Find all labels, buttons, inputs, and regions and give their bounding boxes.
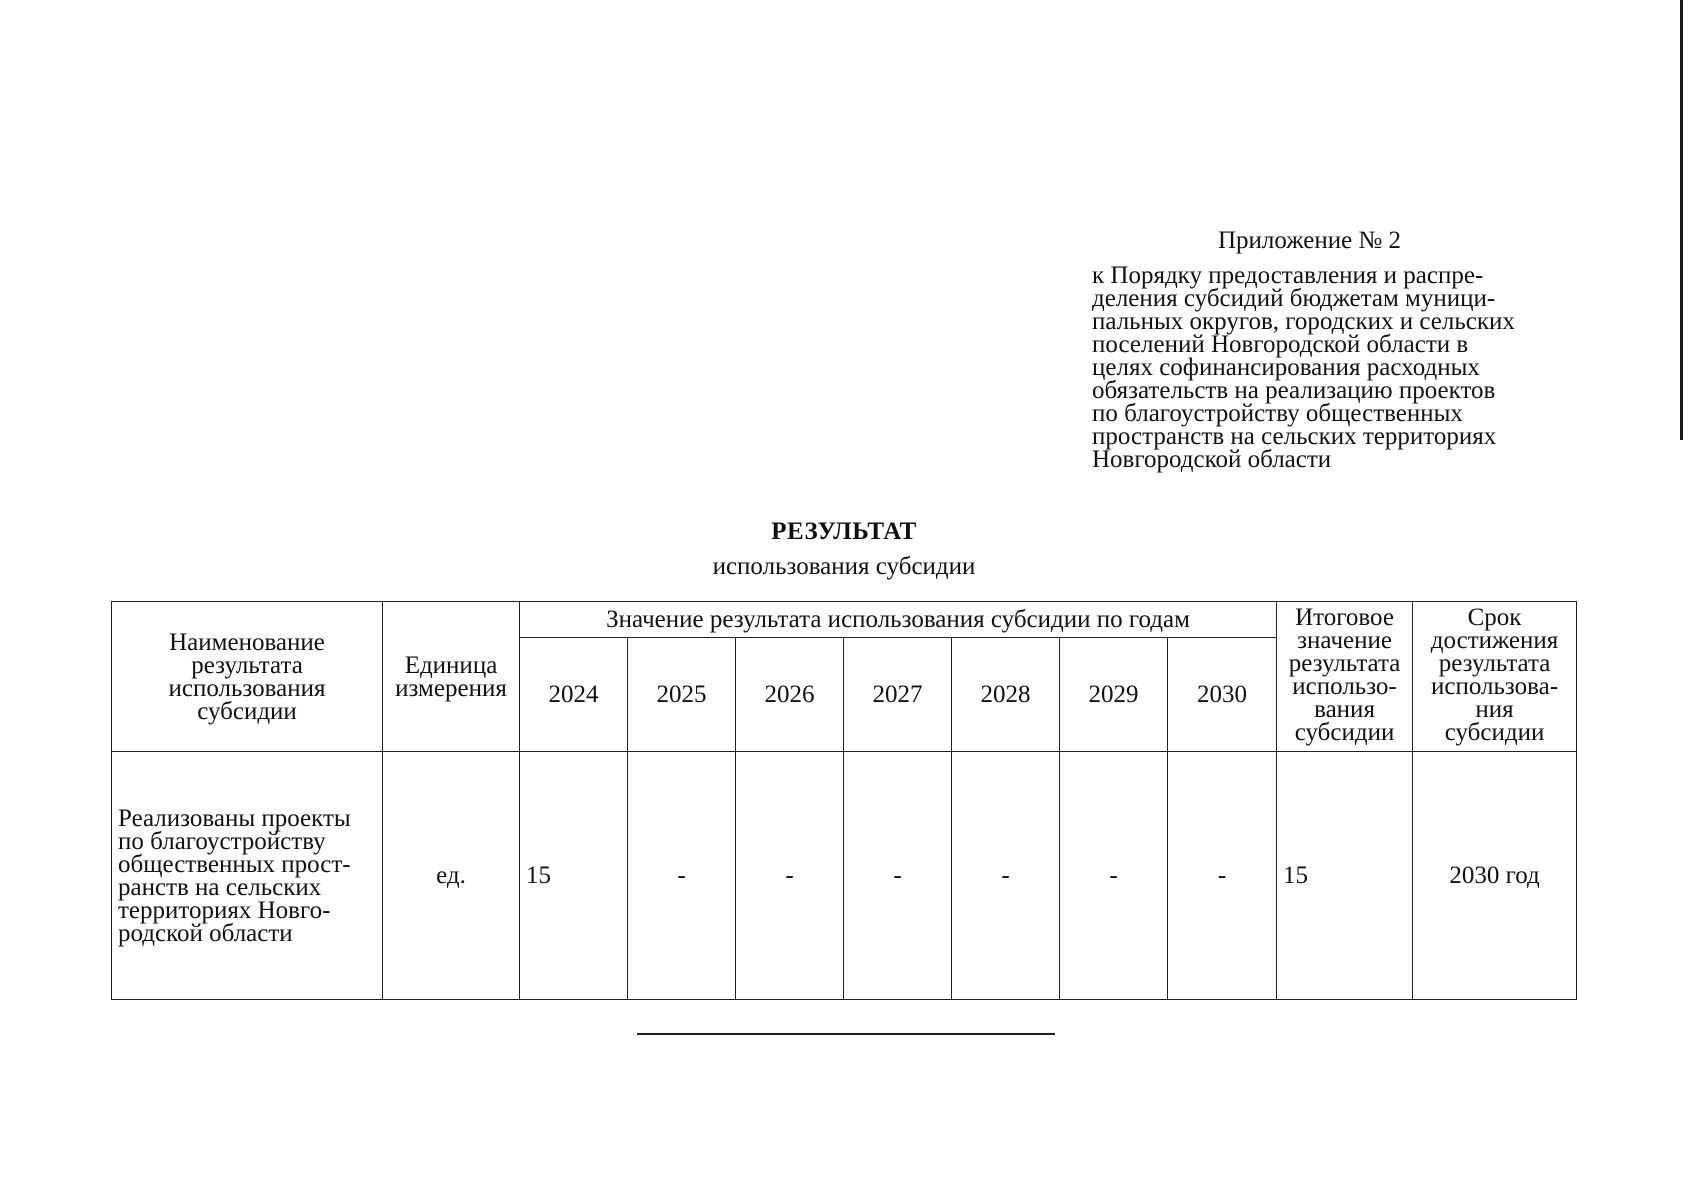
header-text: Единица [404, 651, 498, 679]
header-year-2030: 2030 [1168, 638, 1277, 752]
result-table [111, 601, 1577, 1000]
cell-deadline: 2030 год [1413, 752, 1577, 1000]
header-text: ния [1475, 696, 1514, 723]
header-year-2029: 2029 [1060, 638, 1168, 752]
cell-text: Реализованы проекты [118, 804, 351, 832]
header-text: использования [168, 674, 326, 702]
cell-text: родской области [118, 919, 293, 947]
cell-value-2024: 15 [520, 752, 628, 1000]
cell-total-value: 15 [1277, 752, 1413, 1000]
cell-value-2025: - [628, 752, 736, 1000]
cell-value-2027: - [844, 752, 952, 1000]
cell-value-2029: - [1060, 752, 1168, 1000]
header-text: использова- [1431, 673, 1559, 700]
header-text: Срок [1467, 604, 1522, 631]
header-total-value [1277, 602, 1413, 752]
header-year-2027: 2027 [844, 638, 952, 752]
table-row [112, 752, 1577, 1000]
table-header-row [112, 602, 1577, 638]
appendix-line: по благоустройству общественных [1092, 400, 1463, 427]
header-text: измерения [395, 674, 507, 702]
header-text: субсидии [197, 697, 297, 725]
cell-text: общественных прост- [118, 850, 351, 878]
cell-result-name [112, 752, 383, 1000]
appendix-line: деления субсидий бюджетам муници- [1092, 285, 1496, 312]
header-text: Итоговое [1295, 604, 1394, 631]
appendix-line: обязательств на реализацию проектов [1092, 377, 1496, 404]
header-text: субсидии [1294, 719, 1395, 746]
cell-text: ранств на сельских [118, 873, 322, 901]
appendix-line: целях софинансирования расходных [1092, 354, 1480, 381]
header-text: субсидии [1444, 719, 1545, 746]
document-subtitle: использования субсидии [712, 553, 976, 580]
header-text: Наименование [169, 628, 325, 656]
header-text: использо- [1292, 673, 1397, 700]
header-text: результата [1438, 650, 1551, 677]
footer-separator-line [637, 1033, 1055, 1035]
header-unit [383, 602, 520, 752]
appendix-line: Новгородской области [1092, 446, 1332, 473]
header-result-name [112, 602, 383, 752]
header-year-2026: 2026 [736, 638, 844, 752]
header-text: вания [1314, 696, 1375, 723]
appendix-reference [1092, 264, 1552, 471]
cell-value-2030: - [1168, 752, 1277, 1000]
header-text: результата [1288, 650, 1401, 677]
scan-edge-mark [1680, 0, 1683, 440]
cell-value-2028: - [952, 752, 1060, 1000]
appendix-line: пространств на сельских территориях [1092, 423, 1497, 450]
cell-value-2026: - [736, 752, 844, 1000]
cell-unit: ед. [383, 752, 520, 1000]
appendix-line: поселений Новгородской области в [1092, 331, 1469, 358]
header-text: достижения [1430, 627, 1559, 654]
header-text: значение [1297, 627, 1392, 654]
appendix-line: к Порядку предоставления и распре- [1092, 262, 1484, 289]
header-year-2024: 2024 [520, 638, 628, 752]
cell-text: территориях Новго- [118, 896, 331, 924]
document-title: РЕЗУЛЬТАТ [771, 518, 917, 545]
header-year-2028: 2028 [952, 638, 1060, 752]
header-values-by-year: Значение результата использования субсидии по годам [520, 602, 1277, 638]
appendix-line: пальных округов, городских и сельских [1092, 308, 1515, 335]
header-year-2025: 2025 [628, 638, 736, 752]
appendix-title: Приложение № 2 [1218, 227, 1402, 254]
cell-text: по благоустройству [118, 827, 326, 855]
header-text: результата [191, 651, 303, 679]
header-deadline [1413, 602, 1577, 752]
